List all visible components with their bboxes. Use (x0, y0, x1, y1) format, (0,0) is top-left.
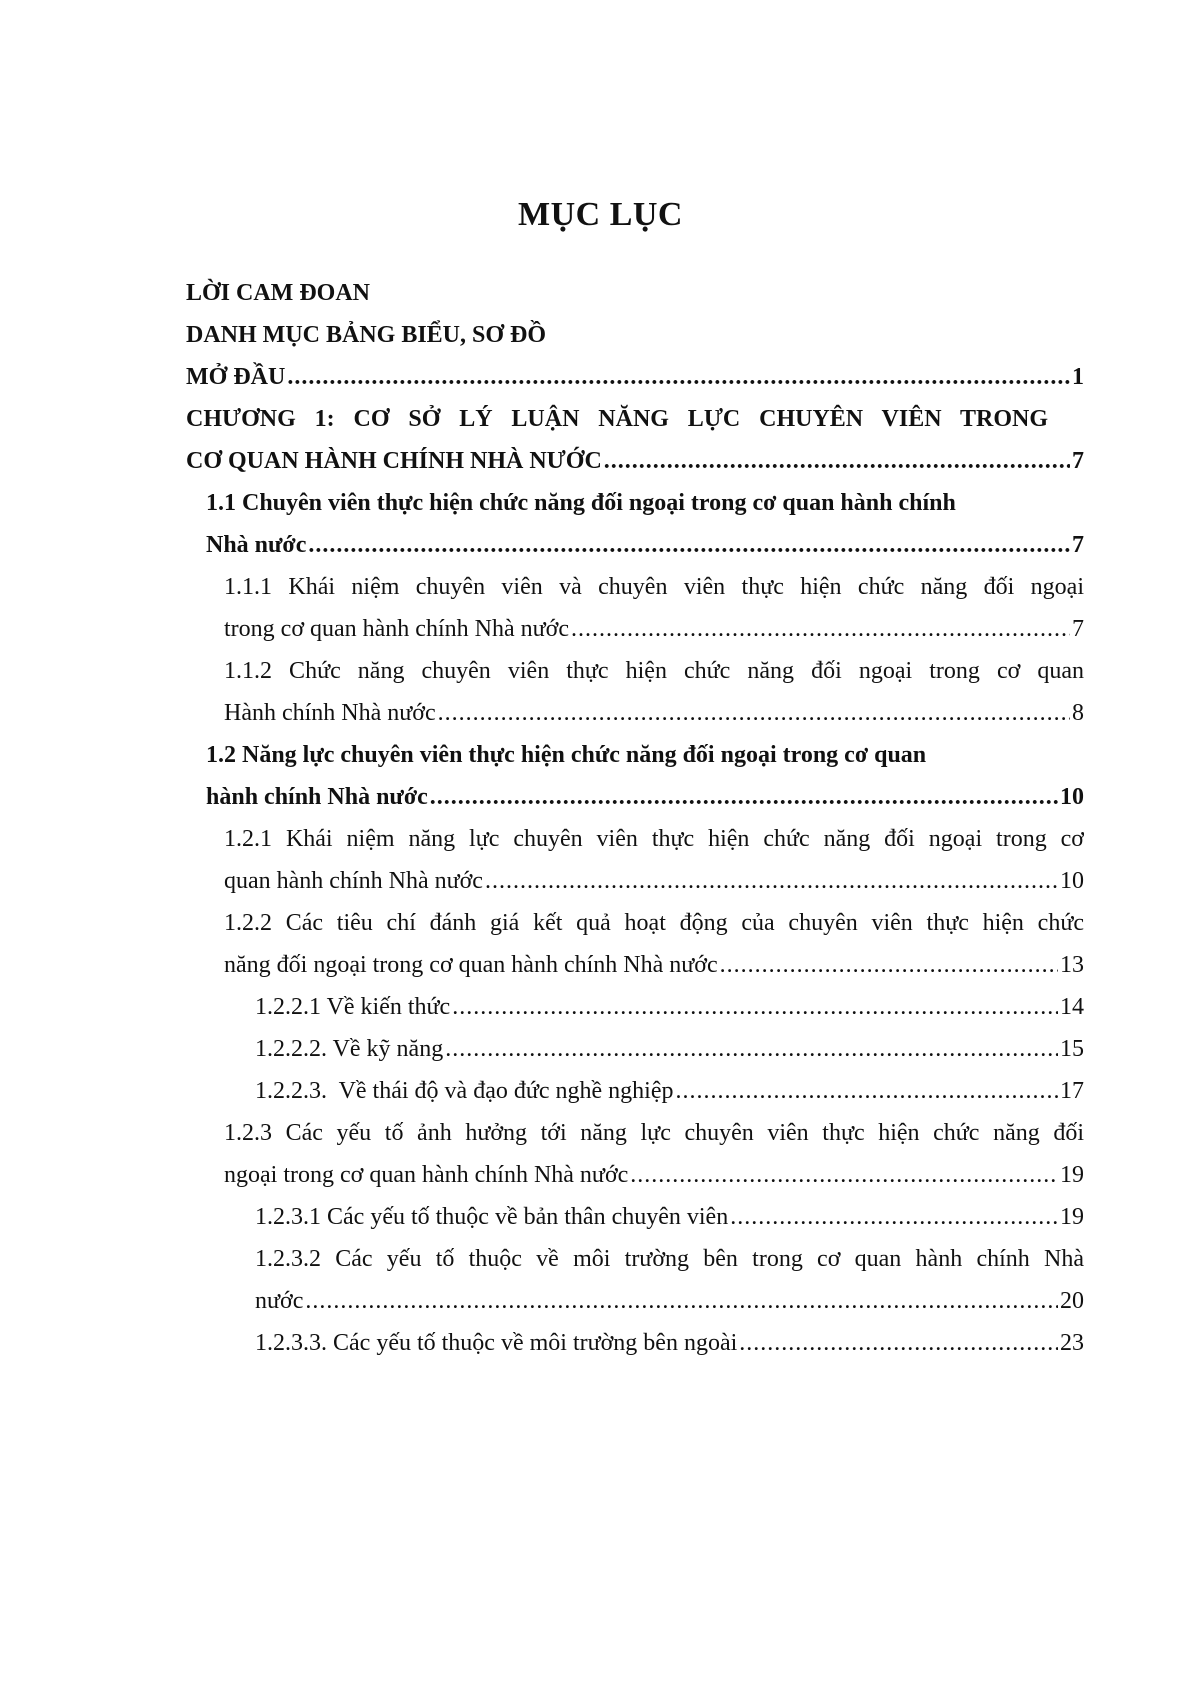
toc-entry-text: MỞ ĐẦU (186, 364, 286, 390)
toc-leader-dots (305, 1281, 1058, 1321)
toc-entry (255, 987, 1084, 1027)
toc-entry (206, 735, 1066, 775)
toc-entry-text: 1.2.3.3. Các yếu tố thuộc về môi trường bên ngoài (255, 1330, 738, 1356)
toc-page-number: 19 (1060, 1162, 1084, 1188)
toc-page-number: 14 (1060, 994, 1084, 1020)
page-title: MỤC LỤC (518, 196, 683, 233)
toc-page-number: 10 (1060, 868, 1084, 894)
toc-leader-dots (308, 525, 1070, 565)
toc-entry-text: 1.2.2.3. Về thái độ và đạo đức nghề nghiệp (255, 1078, 674, 1104)
toc-leader-dots (675, 1071, 1058, 1111)
toc-entry-text: 1.1 Chuyên viên thực hiện chức năng đối ngoại trong cơ quan hành chính (206, 490, 956, 516)
toc-leader-dots (604, 441, 1070, 481)
toc-entry (224, 609, 1084, 649)
toc-entry-text: 1.2.2 Các tiêu chí đánh giá kết quả hoạt động của chuyên viên thực hiện chức (224, 910, 1084, 936)
toc-entry (224, 567, 1084, 607)
toc-page-number: 7 (1072, 448, 1084, 474)
toc-entry (206, 525, 1084, 565)
toc-entry-text: 1.1.2 Chức năng chuyên viên thực hiện chức năng đối ngoại trong cơ quan (224, 658, 1084, 684)
toc-entry (224, 903, 1084, 943)
toc-entry (186, 357, 1084, 397)
toc-entry (224, 945, 1084, 985)
toc-entry (255, 1323, 1084, 1363)
toc-leader-dots (730, 1197, 1058, 1237)
toc-entry (224, 819, 1084, 859)
toc-entry-text: 1.2.3.2 Các yếu tố thuộc về môi trường bên trong cơ quan hành chính Nhà (255, 1246, 1084, 1272)
toc-entry-text: Nhà nước (206, 532, 307, 558)
toc-entry (255, 1239, 1084, 1279)
toc-entry-text: trong cơ quan hành chính Nhà nước (224, 616, 569, 642)
toc-entry-text: 1.2.3.1 Các yếu tố thuộc về bản thân chuyên viên (255, 1204, 729, 1230)
toc-entry-text: 1.2.1 Khái niệm năng lực chuyên viên thực hiện chức năng đối ngoại trong cơ (224, 826, 1084, 852)
toc-page-number: 7 (1072, 616, 1084, 642)
toc-leader-dots (739, 1323, 1058, 1363)
toc-entry (255, 1281, 1084, 1321)
toc-entry-text: năng đối ngoại trong cơ quan hành chính Nhà nước (224, 952, 718, 978)
toc-page-number: 13 (1060, 952, 1084, 978)
toc-page-number: 10 (1060, 784, 1084, 810)
toc-entry-text: nước (255, 1288, 304, 1314)
toc-leader-dots (445, 1029, 1058, 1069)
toc-leader-dots (438, 693, 1070, 733)
toc-entry-text: LỜI CAM ĐOAN (186, 280, 370, 306)
toc-entry-text: hành chính Nhà nước (206, 784, 428, 810)
toc-page-number: 8 (1072, 700, 1084, 726)
toc-page-number: 19 (1060, 1204, 1084, 1230)
toc-leader-dots (287, 357, 1070, 397)
toc-page-number: 17 (1060, 1078, 1084, 1104)
toc-entry (255, 1197, 1084, 1237)
toc-leader-dots (720, 945, 1058, 985)
toc-entry (224, 693, 1084, 733)
toc-page-number: 15 (1060, 1036, 1084, 1062)
toc-entry (206, 483, 1066, 523)
toc-leader-dots (430, 777, 1058, 817)
toc-page-number: 23 (1060, 1330, 1084, 1356)
toc-entry-text: 1.1.1 Khái niệm chuyên viên và chuyên viên thực hiện chức năng đối ngoại (224, 574, 1084, 600)
toc-entry (206, 777, 1084, 817)
toc-entry (255, 1071, 1084, 1111)
toc-entry (186, 399, 1048, 439)
toc-page-number: 20 (1060, 1288, 1084, 1314)
toc-entry-text: 1.2 Năng lực chuyên viên thực hiện chức năng đối ngoại trong cơ quan (206, 742, 927, 768)
toc-leader-dots (452, 987, 1058, 1027)
toc-entry-text: Hành chính Nhà nước (224, 700, 436, 726)
toc-leader-dots (630, 1155, 1058, 1195)
toc-entry-text: CHƯƠNG 1: CƠ SỞ LÝ LUẬN NĂNG LỰC CHUYÊN VIÊN TRONG (186, 406, 1048, 432)
toc-entry-text: DANH MỤC BẢNG BIỂU, SƠ ĐỒ (186, 322, 547, 348)
toc-entry (255, 1029, 1084, 1069)
toc-entry-text: ngoại trong cơ quan hành chính Nhà nước (224, 1162, 629, 1188)
toc-entry-text: 1.2.2.2. Về kỹ năng (255, 1036, 444, 1062)
toc-page-number: 1 (1072, 364, 1084, 390)
toc-entry-text: quan hành chính Nhà nước (224, 868, 483, 894)
toc-entry (186, 441, 1084, 481)
toc-entry (224, 1113, 1084, 1153)
toc-entry (186, 315, 1006, 355)
toc-entry (224, 861, 1084, 901)
toc-entry-text: 1.2.2.1 Về kiến thức (255, 994, 451, 1020)
toc-leader-dots (485, 861, 1058, 901)
toc-entry-text: 1.2.3 Các yếu tố ảnh hưởng tới năng lực chuyên viên thực hiện chức năng đối (224, 1120, 1084, 1146)
toc-entry-text: CƠ QUAN HÀNH CHÍNH NHÀ NƯỚC (186, 448, 602, 474)
toc-leader-dots (571, 609, 1070, 649)
toc-entry (224, 651, 1084, 691)
toc-page-number: 7 (1072, 532, 1084, 558)
toc-entry (224, 1155, 1084, 1195)
toc-entry (186, 273, 1006, 313)
